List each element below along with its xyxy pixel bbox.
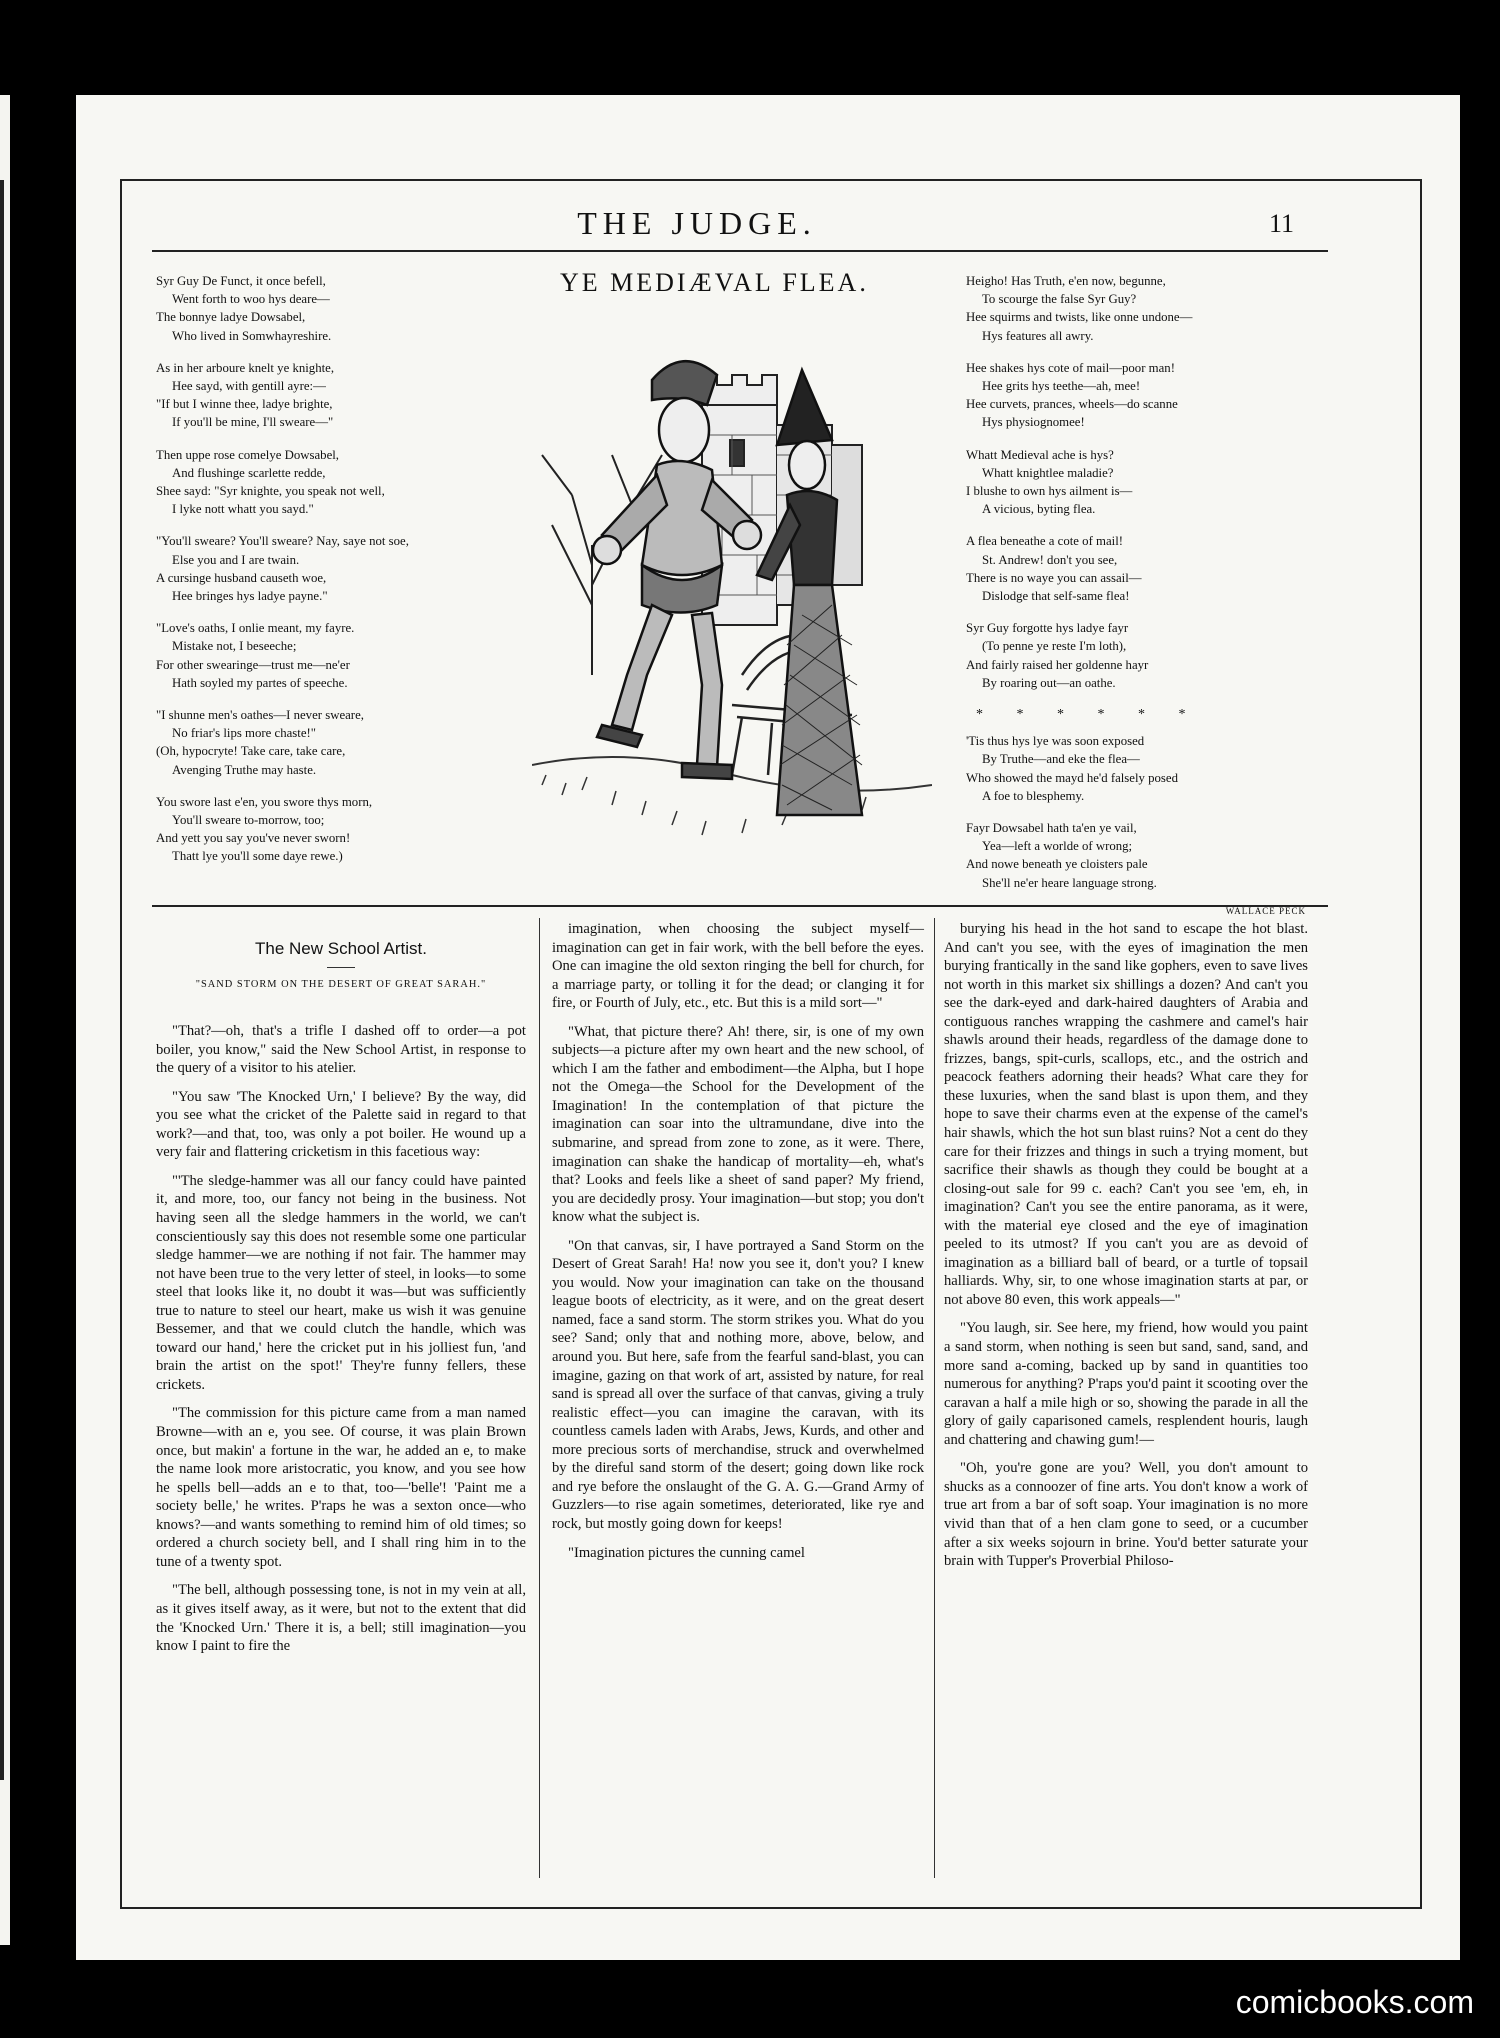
poem-line: I lyke nott whatt you sayd.": [172, 502, 314, 517]
poem-line: If you'll be mine, I'll sweare—": [172, 415, 334, 430]
poem-line: Hys physiognomee!: [982, 415, 1085, 430]
knight-and-lady-illustration: [532, 345, 932, 855]
stanza-separator: * * * * * *: [976, 707, 1186, 723]
poem-right-column: [966, 272, 1306, 920]
poem-line: "I shunne men's oathes—I never sweare,: [156, 708, 364, 723]
poem-line: By Truthe—and eke the flea—: [982, 752, 1140, 767]
header-rule: [152, 250, 1328, 252]
article-paragraph: "What, that picture there? Ah! there, sir, is one of my own subjects—a picture after my own heart and the new school, of which I am the father and embodiment—the Alpha, but I hope not the Omega—the School for the Development of the Imagination! In the contemplation of that picture the imagination can soar into the ultramundane, dive into the submarine, and spread from zone to zone, as it were. There, imagination can shake the handicap of mortality—eh, what's that? Looks and feels like a sheet of sand paper? My friend, you are decidedly prosy. Your imagination—but stop; you don't know what the subject is.: [552, 1023, 924, 1226]
poem-line: You'll sweare to-morrow, too;: [172, 813, 325, 828]
poem-stanza: [156, 706, 536, 779]
poem-line: (Oh, hypocryte! Take care, take care,: [156, 744, 346, 759]
poem-line: By roaring out—an oathe.: [982, 675, 1116, 690]
poem-line: You swore last e'en, you swore thys morn,: [156, 794, 373, 809]
poem-line: Shee sayd: "Syr knighte, you speak not well,: [156, 484, 385, 499]
poem-stanza: [966, 619, 1306, 692]
poem-line: "Love's oaths, I onlie meant, my fayre.: [156, 621, 355, 636]
poem-line: Else you and I are twain.: [172, 552, 300, 567]
poem-line: Dislodge that self-same flea!: [982, 589, 1130, 604]
article-column-3: [944, 920, 1308, 1581]
article-paragraph: "The commission for this picture came from a man named Browne—with an e, you see. Of course, it was plain Brown once, but makin' a fortune in the war, he added an e, to make the name look more aristocratic, you know, and you see how he spells bell—adds an e to that, too—'belle'! 'Paint me a society belle,' he writes. P'raps he was a sexton once—who knows?—and wants something to remind him of old times; so ordered a church society bell, and I shall ring him in to the tune of a twenty spot.: [156, 1405, 526, 1570]
poem-line: Syr Guy forgotte hys ladye fayr: [966, 621, 1129, 636]
poem-line: "If but I winne thee, ladye brighte,: [156, 397, 333, 412]
poem-line: Went forth to woo hys deare—: [172, 292, 330, 307]
poem-line: And yett you say you've never sworn!: [156, 831, 351, 846]
poem-line: She'll ne'er heare language strong.: [982, 875, 1157, 890]
article-paragraph: "On that canvas, sir, I have portrayed a Sand Storm on the Desert of Great Sarah! Ha! now you see it, don't you? I knew you would. Now your imagination can take on the thousand league boots of electricity, as it were, and on the great desert named, face a sand storm. The storm strikes you. What do you see? Sand; only that and nothing more, above, below, and around you. But here, safe from the fearful sand-blast, you can imagine, gazing on that work of art, assisted by nature, for real sand is spread all over the surface of that canvas, giving a truly realistic effect—you can imagine the caravan, with its countless camels laden with Arabs, Jews, Kurds, and other and more precious sorts of merchandise, struck and overwhelmed by the direful sand storm of the desert; going down like rock and rye before the onslaught of the G. A. G.—Grand Army of Guzzlers—to rise again sometimes, deteriorated, like rye and rock, but mostly going down for keeps!: [552, 1237, 924, 1532]
poem-line: Who lived in Somwhayreshire.: [172, 328, 332, 343]
poem-line: Heigho! Has Truth, e'en now, begunne,: [966, 274, 1166, 288]
article-paragraph: "You laugh, sir. See here, my friend, how would you paint a sand storm, when nothing is seen but sand, sand, sand, and more sand a-coming, backed up by sand in quantities too numerous for anything? P'raps you'd paint it scooting over the caravan a half a mile high or so, showing the parade in all the glory of gaily caparisoned camels, resplendent houris, laugh and chattering and chawing gum!—: [944, 1320, 1308, 1448]
poem-line: I blushe to own hys ailment is—: [966, 484, 1133, 499]
article-paragraph: imagination, when choosing the subject myself—imagination can get in fair work, with the bell before the eyes. One can imagine the old sexton ringing the bell for church, for a marriage party, or tolling it for the dead; or clanging it for fire, or Fourth of July, etc., etc. But this is a mild sort—": [552, 921, 924, 1012]
poem-stanza: [156, 446, 536, 519]
poem-line: A cursinge husband causeth woe,: [156, 570, 327, 585]
poem-line: 'Tis thus hys lye was soon exposed: [966, 734, 1145, 749]
poem-line: Hee bringes hys ladye payne.": [172, 589, 328, 604]
article-column-1-body: [156, 1022, 526, 1656]
poem-line: A flea beneathe a cote of mail!: [966, 534, 1124, 549]
page-title: THE JUDGE.: [577, 205, 817, 241]
poem-line: St. Andrew! don't you see,: [982, 552, 1118, 567]
poem-line: There is no waye you can assail—: [966, 570, 1142, 585]
poem-right-stanzas: [966, 272, 1306, 692]
poem-line: A vicious, byting flea.: [982, 502, 1096, 517]
title-rule: [327, 967, 355, 968]
article-paragraph: "The bell, although possessing tone, is not in my vein at all, as it gives itself away, as it were, but not to the extent that did the 'Knocked Urn.' There it is, a bell; still imagination—you know I paint to fire the: [156, 1582, 526, 1655]
poem-line: "You'll sweare? You'll sweare? Nay, saye not soe,: [156, 534, 409, 549]
poem-line: Whatt Medieval ache is hys?: [966, 447, 1114, 462]
poem-line: The bonnye ladye Dowsabel,: [156, 310, 306, 325]
poem-line: As in her arboure knelt ye knighte,: [156, 360, 335, 375]
poem-line: Hys features all awry.: [982, 328, 1094, 343]
page-number: 11: [1268, 209, 1294, 238]
adjacent-page-border: [0, 180, 4, 1780]
poem-line: And flushinge scarlette redde,: [172, 465, 326, 480]
column-rule-2: [934, 918, 935, 1878]
poem-stanza: [156, 272, 536, 345]
poem-line: Syr Guy De Funct, it once befell,: [156, 274, 326, 288]
poem-line: Whatt knightlee maladie?: [982, 465, 1114, 480]
poem-line: Yea—left a worlde of wrong;: [982, 839, 1133, 854]
poem-stanza: [156, 532, 536, 605]
article-paragraph: "That?—oh, that's a trifle I dashed off to order—a pot boiler, you know," said the New School Artist, in response to the query of a visitor to his atelier.: [156, 1023, 526, 1077]
poem-line: Hee sayd, with gentill ayre:—: [172, 379, 326, 394]
poem-line: Fayr Dowsabel hath ta'en ye vail,: [966, 821, 1137, 836]
article-paragraph: burying his head in the hot sand to escape the hot blast. And can't you see, with the eyes of imagination the men burying frantically in the sand like gophers, even to save lives not worth in this market six shillings a dozen? And can't you see the dark-eyed and dark-haired daughters of Arabia and contiguous ranches wrapping the cashmere and camel's hair shawls around their heads, regardless of the damage done to frizzes, bangs, spit-curls, scallops, etc., and the ostrich and peacock feathers adorning their heads? What care they for these luxuries, when the sand blast is upon them, and they hope to save their charms even at the expense of the camel's hair shawls, which the hot sun blast ruins? Not a cent do they care for their frizzes and things in such a trying moment, but sacrifice their shawls as though they could be bought at a closing-out sale for 99 c. each? Can't you see 'em, eh, in imagination? Can't you see the entire panorama, as it were, with the material eye closed and the eye of imagination peeled to its utmost? If you can't you are as devoid of imagination as a billiard ball of beard, or a turtle of topsail halliards. Why, sir, to one whose imagination starts at par, or not above 80 even, this work appeals—": [944, 921, 1308, 1308]
poem-line: Mistake not, I beseeche;: [172, 639, 297, 654]
poem-author: WALLACE PECK: [1225, 905, 1306, 916]
poem-line: Thatt lye you'll some daye rewe.): [172, 849, 343, 864]
poem-line: Who showed the mayd he'd falsely posed: [966, 770, 1178, 785]
poem-stanza: [156, 359, 536, 432]
poem-stanza: [966, 446, 1306, 519]
poem-stanza: [966, 732, 1306, 805]
article-column-1: [156, 918, 526, 1666]
poem-stanza: [966, 359, 1306, 432]
poem-line: Then uppe rose comelye Dowsabel,: [156, 447, 340, 462]
poem-line: And nowe beneath ye cloisters pale: [966, 857, 1148, 872]
poem-line: To scourge the false Syr Guy?: [982, 292, 1137, 307]
article-paragraph: "Oh, you're gone are you? Well, you don't amount to shucks as a connoozer of fine arts. You don't know a work of true art from a bar of soft soap. Your imagination is no more vivid than that of a hen clam gone to seed, or a cucumber after a six weeks sojourn in brine. You'd better saturate your brain with Tupper's Proverbial Philoso-: [944, 1460, 1308, 1570]
poem-stanza: [966, 819, 1306, 892]
poem-line: For other swearinge—trust me—ne'er: [156, 657, 350, 672]
poem-line: Hee grits hys teethe—ah, mee!: [982, 379, 1141, 394]
poem-stanza: [966, 272, 1306, 345]
poem-line: And fairly raised her goldenne hayr: [966, 657, 1149, 672]
article-title: The New School Artist.: [255, 939, 427, 958]
article-paragraph: "You saw 'The Knocked Urn,' I believe? By the way, did you see what the cricket of the Palette said in regard to that work?—and that, too, was only a pot boiler. He wound up a very fair and flattering cricketism in this facetious way:: [156, 1088, 526, 1161]
poem-line: Hee shakes hys cote of mail—poor man!: [966, 360, 1175, 375]
article-paragraph: "Imagination pictures the cunning camel: [568, 1544, 805, 1561]
poem-line: Hath soyled my partes of speeche.: [172, 675, 348, 690]
poem-left-column: [156, 272, 536, 880]
poem-stanza: [156, 793, 536, 866]
poem-title: YE MEDIÆVAL FLEA.: [560, 268, 869, 297]
article-paragraph: "'The sledge-hammer was all our fancy could have painted it, and more, too, our fancy not being in the business. Not having seen all the sledge hammers in the world, we can't conscientiously say this does not resemble some one particular sledge hammer—we are nothing if not fair. The hammer may not have been true to the very letter of steel, in looks—to some steel that looks like it, no doubt it was—but was sufficiently true to nature to steel our heart, make us wish it was genuine Bessemer, and that we could clutch the handle, which was toward our hand,' here the cricket put in his jolliest fun, 'and brain the artist on the spot!' They're funny fellers, these crickets.: [156, 1172, 526, 1393]
site-watermark: comicbooks.com: [1235, 1984, 1474, 2020]
poem-stanza: [156, 619, 536, 692]
poem-line: Hee squirms and twists, like onne undone—: [966, 310, 1193, 325]
column-rule-1: [539, 918, 540, 1878]
poem-stanza: [966, 532, 1306, 605]
article-column-2: [552, 920, 924, 1572]
poem-line: (To penne ye reste I'm loth),: [982, 639, 1127, 654]
article-subtitle: "SAND STORM ON THE DESERT OF GREAT SARAH.": [195, 978, 487, 990]
poem-line: A foe to blesphemy.: [982, 788, 1085, 803]
page-header: [82, 205, 1312, 245]
poem-right-closing-stanzas: [966, 732, 1306, 892]
section-rule: [152, 905, 1328, 907]
poem-line: Hee curvets, prances, wheels—do scanne: [966, 397, 1178, 412]
poem-line: No friar's lips more chaste!": [172, 726, 316, 741]
poem-line: Avenging Truthe may haste.: [172, 762, 317, 777]
